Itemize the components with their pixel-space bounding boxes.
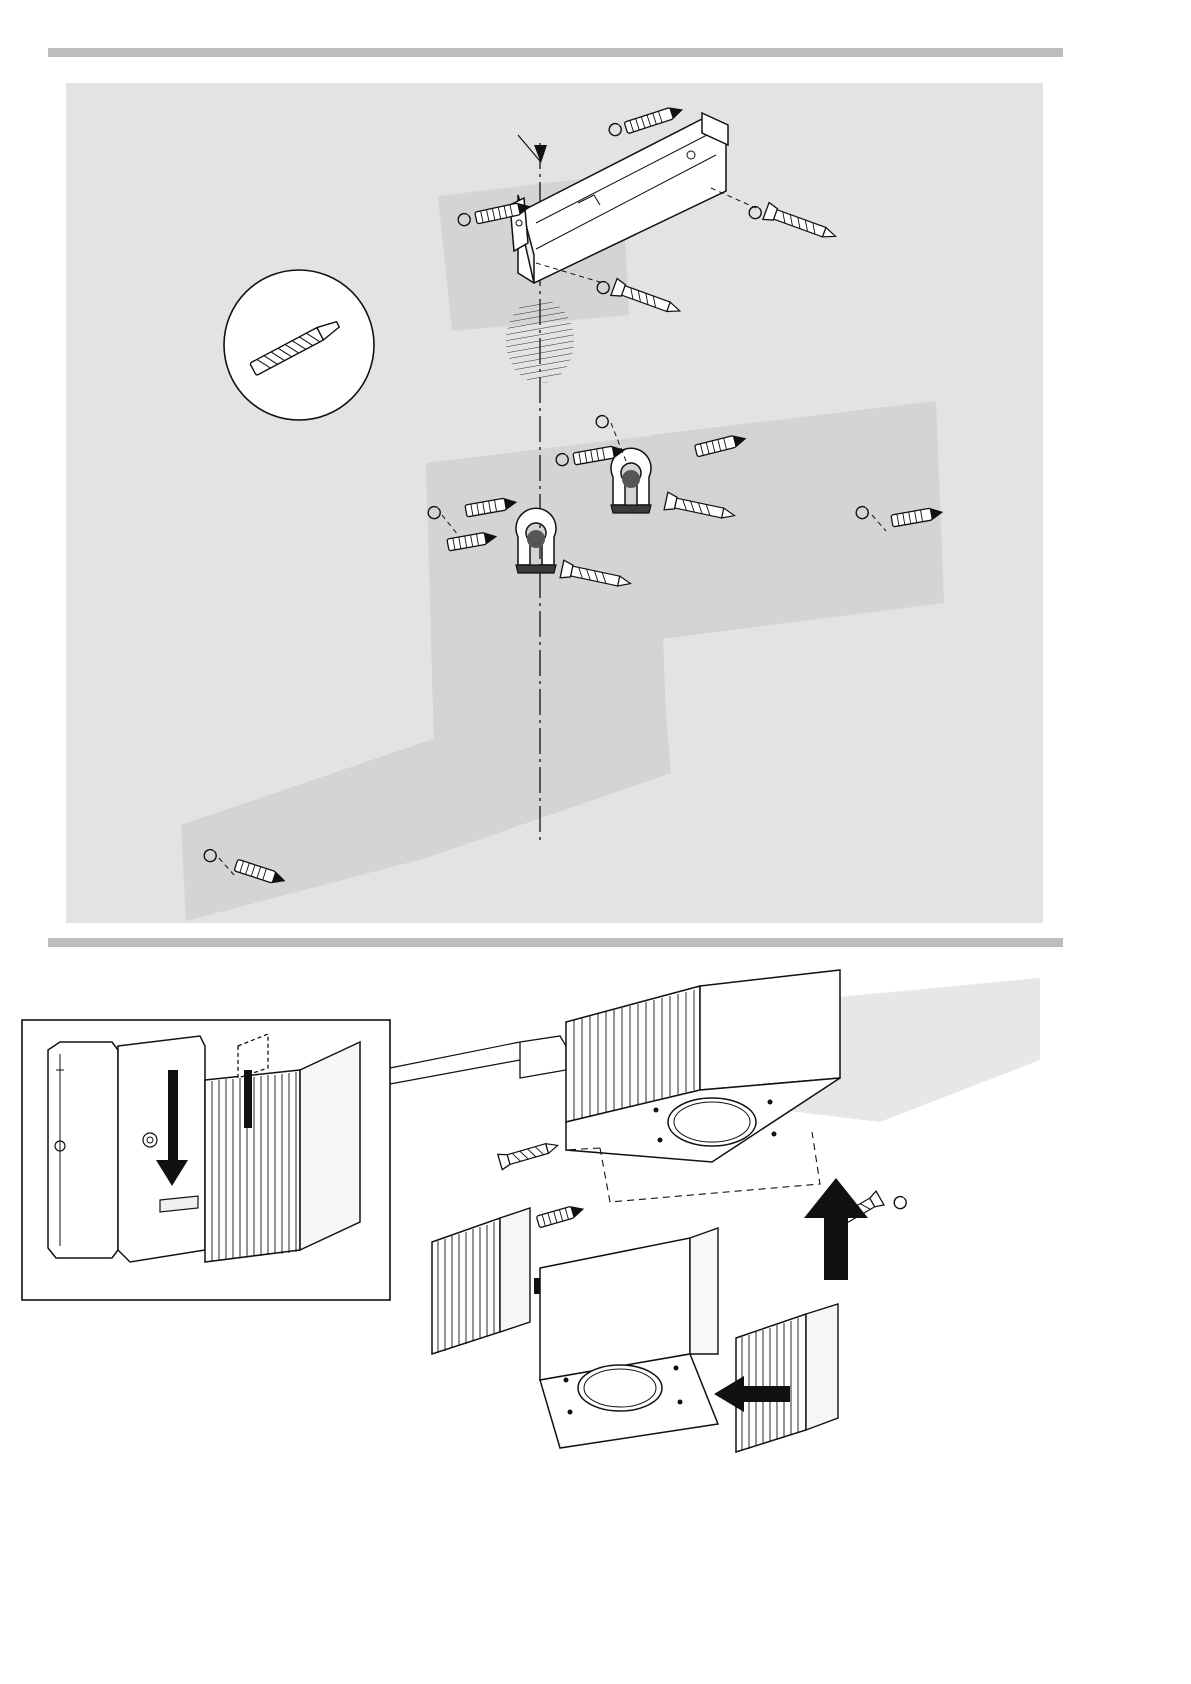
housing-assembly-figure: [0, 950, 1191, 1570]
middle-rule: [48, 938, 1063, 947]
assembly-up-arrow: [804, 1178, 868, 1280]
fastener-housing-lowerleft: [536, 1203, 585, 1228]
drill-bit-detail-callout: [224, 270, 374, 420]
insertion-arrow-detail-b: [244, 1070, 252, 1128]
drill-marker-housing-right: [894, 1197, 906, 1209]
hatched-duct-opening: [506, 299, 574, 383]
top-rule: [48, 48, 1063, 57]
fastener-housing-left: [498, 1138, 560, 1170]
wall-bracket-mounting-panel: [66, 83, 1043, 923]
housing-assembly-lower: [432, 1208, 838, 1452]
